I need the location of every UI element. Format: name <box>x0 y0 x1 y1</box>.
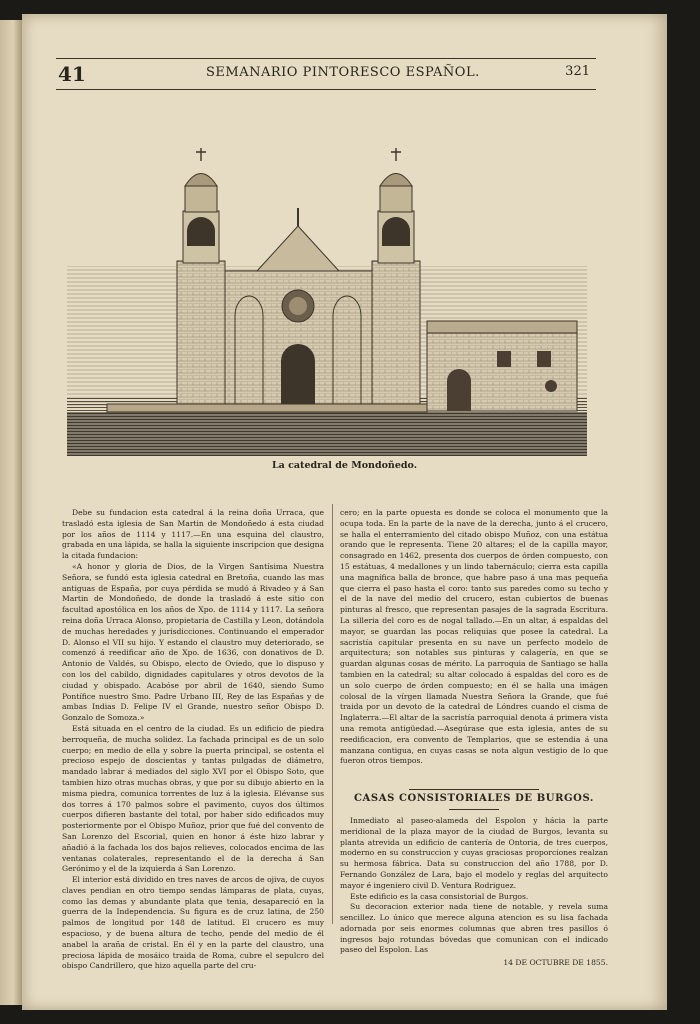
heading-rule <box>409 789 539 790</box>
page-header <box>56 56 596 90</box>
right-column <box>340 508 608 969</box>
cathedral-engraving <box>67 136 587 456</box>
paragraph-continuation: cero; en la parte opuesta es donde se coloca el monumento que la ocupa toda. En la parte de la nave de la derecha, junto á el crucero, se halla el enterramiento del citado obispo Muñoz, con una estátua orando que le representa. Tiene 20 altares; el de la capilla mayor, consagrado en 1462, presenta dos cuerpos de órden compuesto, con 15 estátuas, 4 medallones y un lindo tabernáculo; cierra esta capilla una magnífica balla de bronce, que habre paso á una mas pequeña que cierra el paso hasta el coro: tanto sus paredes como su techo y el de la nave del medio del crucero, estan cubiertos de buenas pinturas al fresco, que representan pasajes de la sagrada Escritura. La silleria del coro es de nogal tallado.—En un altar, á espaldas del mayor, se guardan las pocas reliquias que posee la catedral. La sacristía capitular presenta en su nave un perfecto modelo de arquitectura; son notables sus pinturas y calagería, en que se guardan algunas cosas de mérito. La parroquia de Santiago se halla tambien en la catedral; su altar colocado á espaldas del coro es de un solo cuerpo de órden compuesto; en él se halla una imágen colosal de la vírgen llamada Nuestra Señora la Grande, que fué traida por un devoto de la catedral de Lóndres cuando el cisma de Inglaterra.—El altar de la sacristía parroquial denota á primera vista una remota antigüedad.—Asegúrase que esta iglesia, antes de su reedificacion, era convento de Templarios, que se estendia á una manzana contigua, en cuyas casas se nota algun vestigio de lo que fueron otros tiempos. <box>340 508 608 766</box>
section-title: CASAS CONSISTORIALES DE BURGOS. <box>353 793 595 805</box>
issue-number: 41 <box>58 62 86 86</box>
paragraph: Inmediato al paseo-alameda del Espolon y hácia la parte meridional de la plaza mayor de la ciudad de Burgos, levanta su planta atrevida un edificio de cantería de Ontoria, de tres cuerpos, moderno en su construccion y cuyas graciosas proporciones realzan su hermosa fábrica. Data su construccion del año 1788, por D. Fernando González de Lara, bajo el modelo y reglas del arquitecto mayor é ingeniero civil D. Ventura Rodriguez. <box>340 815 608 890</box>
header-rule-top <box>56 58 596 59</box>
paragraph: Su decoracion exterior nada tiene de notable, y revela suma sencillez. Lo único que merece alguna atencion es su lisa fachada adornada por seis enormes columnas que abren tres pasillos ó ingresos bajo rotundas bóvedas que comunican con el indicado paseo del Espolon. Las <box>340 902 608 955</box>
paragraph: «A honor y gloria de Dios, de la Virgen Santísima Nuestra Señora, se fundó esta iglesia catedral en Bretoña, cuando las mas antiguas de España, por cuya pérdida se mudó á Rivadeo y á San Martin de Mondoñedo, de donde la trasladó á este sitio con facultad apostólica en los años de Xpo. de 1114 y 1117. La señora reina doña Urraca Alonso, propietaria de Castilla y Leon, dotándola de muchas heredades y jurisdicciones. Continuando el emperador D. Alonso el VII su hijo. Y estando el claustro muy deteriorado, se comenzó á reedificar año de Xpo. de 1636, con donativos de D. Antonio de Valdés, su Obispo, electo de Oviedo, que lo dispuso y con los del cabildo, dignidades capitulares y otros devotos de la ciudad y obispado. Acabóse por abril de 1640, siendo Sumo Pontífice nuestro Smo. Padre Urbano III, Rey de las Españas y de ambas Indias D. Felipe IV el Grande, nuestro señor Obispo D. Gonzalo de Somoza.» <box>62 561 324 723</box>
paragraph: Debe su fundacion esta catedral á la reina doña Urraca, que trasladó esta iglesia de San Martin de Mondoñedo á esta ciudad por los años de 1114 y 1117.—En una esquina del claustro, grabada en una lápida, se halla la siguiente inscripcion que designa la citada fundacion: <box>62 508 324 561</box>
page-number: 321 <box>565 64 590 79</box>
heading-rule-short <box>449 809 499 810</box>
newspaper-page <box>22 14 667 1010</box>
issue-date: 14 DE OCTUBRE DE 1855. <box>503 958 608 968</box>
section-heading <box>340 789 608 810</box>
paragraph: Este edificio es la casa consistorial de Burgos. <box>350 891 529 901</box>
illustration-caption: La catedral de Mondoñedo. <box>271 460 418 471</box>
publication-title: SEMANARIO PINTORESCO ESPAÑOL. <box>206 65 480 80</box>
column-divider <box>332 504 333 924</box>
paragraph: El interior está dividido en tres naves de arcos de ojiva, de cuyos claves pendian en otro tiempo sendas lámparas de plata, cuyas, como las demas y abundante plata que tenia, desapareció en la guerra de la Independencia. Su figura es de cruz latina, de 250 palmos de longitud por 148 de latitud. El crucero es muy espacioso, y de buena altura de techo, pende del medio de él anabel la araña de cristal. En él y en la parte del claustro, una preciosa lápida de mosáico traida de Roma, cubre el sepulcro del obispo Candrillero, que hizo aquella parte del cru- <box>62 875 324 971</box>
header-rule-bottom <box>56 89 596 90</box>
left-column <box>62 508 324 972</box>
paragraph: Está situada en el centro de la ciudad. Es un edificio de piedra berroqueña, de mucha solidez. La fachada principal es de un solo cuerpo; en medio de ella y sobre la puerta principal, se ostenta el precioso espejo de doscientas y tantas pulgadas de diámetro, mandado labrar á mediados del siglo XVI por el Obispo Soto, que tambien hizo otras muchas obras, y que por su dibujo abierto en la misma piedra, comunica torrentes de luz á la iglesia. Elévanse sus dos torres á 170 palmos sobre el pavimento, cuyos dos últimos cuerpos difieren bastante del total, por haber sido edificados muy posteriormente por el Obispo Muñoz, prior que fué del convento de San Lorenzo del Escorial, quien en honor á éste hizo labrar y añadió á la fachada los dos bajos relieves, colocados encima de las ventanas colaterales, representando el de la derecha á San Gerónimo y el de la izquierda á San Lorenzo. <box>62 723 324 874</box>
book-spine <box>0 20 22 1005</box>
